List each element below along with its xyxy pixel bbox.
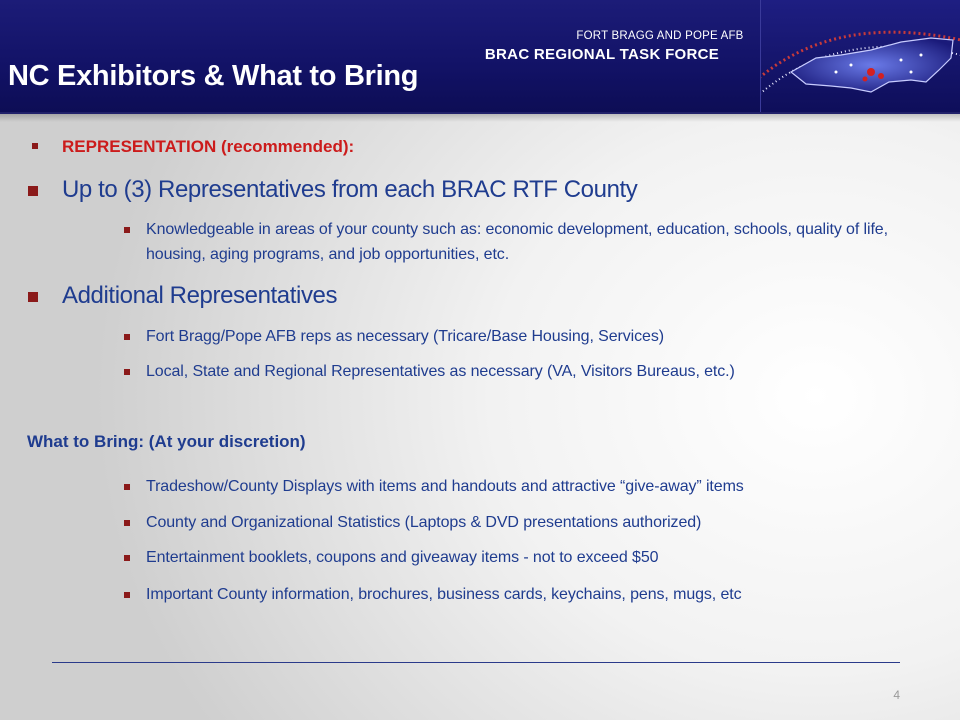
bullet-marker <box>28 186 38 196</box>
list-item-level1: Up to (3) Representatives from each BRAC RTF County <box>62 176 638 203</box>
list-item-level2: Fort Bragg/Pope AFB reps as necessary (Tricare/Base Housing, Services) <box>146 328 664 345</box>
list-item-level2: Important County information, brochures, business cards, keychains, pens, mugs, etc <box>146 586 742 603</box>
org-name-line2: BRAC REGIONAL TASK FORCE <box>484 46 720 63</box>
org-name-line1: FORT BRAGG AND POPE AFB <box>576 30 744 42</box>
slide-title: NC Exhibitors & What to Bring <box>8 60 419 92</box>
page-number: 4 <box>893 688 900 702</box>
bullet-marker <box>124 369 130 375</box>
bullet-marker <box>124 227 130 233</box>
bullet-marker <box>32 143 38 149</box>
representation-heading: REPRESENTATION (recommended): <box>62 137 355 156</box>
bullet-marker <box>124 334 130 340</box>
bullet-marker <box>124 484 130 490</box>
nc-map-logo <box>760 0 960 112</box>
header-shadow <box>0 112 960 122</box>
bullet-marker <box>124 520 130 526</box>
nc-map-icon <box>761 0 960 112</box>
list-item-level1: Additional Representatives <box>62 282 338 309</box>
footer-divider <box>52 662 900 663</box>
list-item-level2: Entertainment booklets, coupons and giveaway items - not to exceed $50 <box>146 549 659 566</box>
list-item-level2: Tradeshow/County Displays with items and handouts and attractive “give-away” items <box>146 478 744 495</box>
list-item-level2: Knowledgeable in areas of your county such as: economic development, education, schools, quality of life, housing, aging programs, and job opportunities, etc. <box>146 221 888 263</box>
bullet-marker <box>28 292 38 302</box>
list-item-level2: County and Organizational Statistics (Laptops & DVD presentations authorized) <box>146 514 702 531</box>
bullet-marker <box>124 592 130 598</box>
bullet-marker <box>124 555 130 561</box>
list-item-level2: Local, State and Regional Representatives as necessary (VA, Visitors Bureaus, etc.) <box>146 363 735 380</box>
what-to-bring-heading: What to Bring: (At your discretion) <box>27 432 306 451</box>
